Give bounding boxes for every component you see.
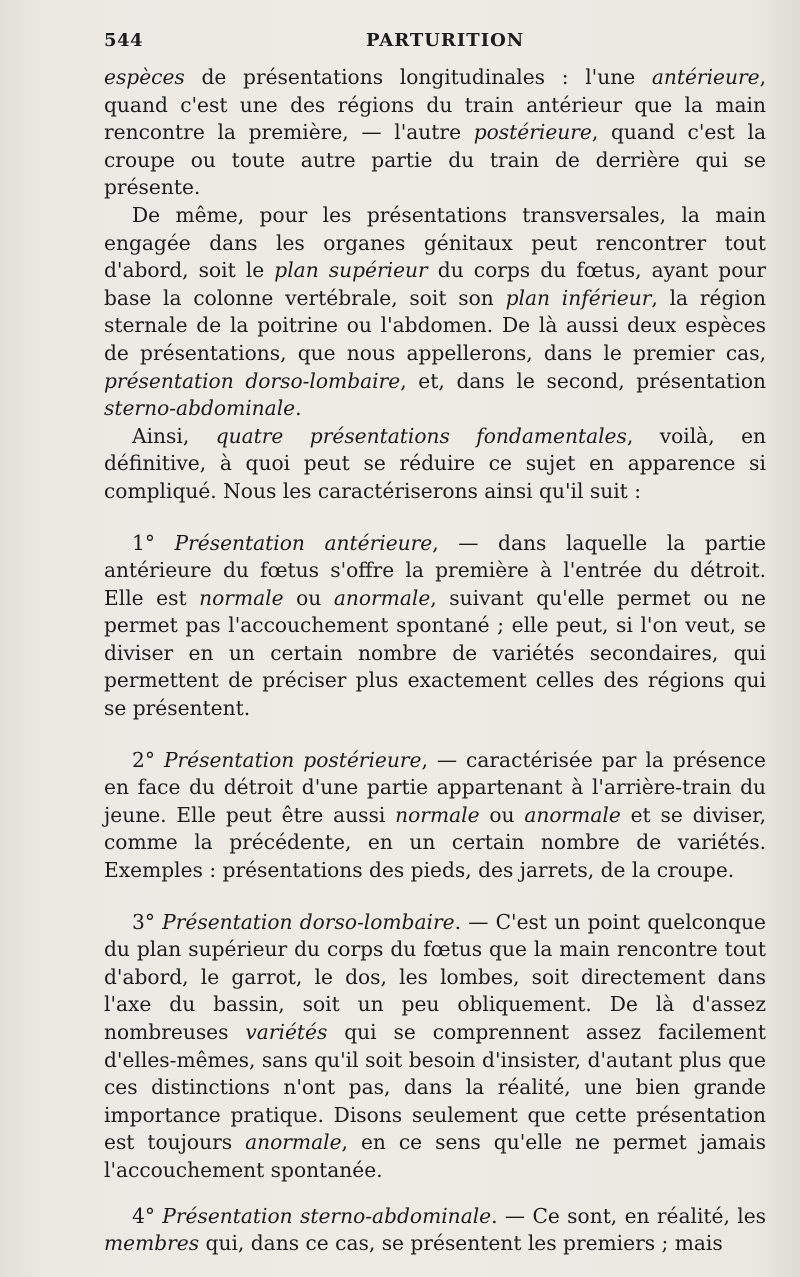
italic-term: présentation dorso-lombaire — [104, 368, 401, 393]
italic-term: normale — [199, 585, 284, 610]
paragraph-5: 2° Présentation postérieure, — caractérisée par la présence en face du détroit d'une partie appartenant à l'arrière-train du jeune. Elle peut être aussi normale ou anormale et se diviser, comme la précédente, en un certain nombre de variétés. Exemples : présentations des pieds, des jarrets, de la croupe. — [104, 747, 767, 883]
body-text — [104, 64, 766, 1258]
section-heading: Présentation sterno-abdominale — [162, 1203, 492, 1228]
italic-term: normale — [395, 802, 480, 827]
italic-term: anormale — [524, 802, 621, 827]
paragraph-2: De même, pour les présentations transversales, la main engagée dans les organes génitaux peut rencontrer tout d'abord, soit le plan supérieur du corps du fœtus, ayant pour base la colonne vertébrale, soit son plan inférieur, la région sternale de la poitrine ou l'abdomen. De là aussi deux espèces de présentations, que nous appellerons, dans le premier cas, présentation dorso-lombaire, et, dans le second, présentation sterno-abdominale. — [104, 202, 767, 421]
italic-term: sterno-abdominale — [104, 396, 296, 421]
italic-term: variétés — [245, 1020, 328, 1044]
italic-term: plan supérieur — [274, 258, 428, 283]
italic-term: anormale — [333, 585, 431, 610]
section-heading: Présentation antérieure — [174, 530, 433, 555]
section-heading: Présentation postérieure — [163, 747, 422, 772]
italic-term: antérieure — [651, 65, 760, 89]
italic-term: membres — [104, 1231, 200, 1256]
section-heading: Présentation dorso-lombaire — [162, 909, 455, 934]
italic-term: plan inférieur — [505, 285, 652, 310]
paragraph-7: 4° Présentation sterno-abdominale. — Ce sont, en réalité, les membres qui, dans ce cas, se présentent les premiers ; mais — [104, 1203, 767, 1256]
paragraph-4: 1° Présentation antérieure, — dans laquelle la partie antérieure du fœtus s'offre la première à l'entrée du détroit. Elle est normale ou anormale, suivant qu'elle permet ou ne permet pas l'accouchement spontané ; elle peut, si l'on veut, se diviser en un certain nombre de variétés secondaires, qui permettent de préciser plus exactement celles des régions qui se présentent. — [104, 530, 767, 721]
italic-term: postérieure — [473, 120, 592, 145]
paragraph-6: 3° Présentation dorso-lombaire. — C'est un point quelconque du plan supérieur du corps du fœtus que la main rencontre tout d'abord, le garrot, le dos, les lombes, soit directement dans l'axe du bassin, soit un peu obliquement. De là d'assez nombreuses variétés qui se comprennent assez facilement d'elles-mêmes, sans qu'il soit besoin d'insister, d'autant plus que ces distinctions n'ont pas, dans la réalité, une bien grande importance pratique. Disons seulement que cette présentation est toujours anormale, en ce sens qu'elle ne permet jamais l'accouchement spontanée. — [104, 909, 766, 1182]
paragraph-3: Ainsi, quatre présentations fondamentales, voilà, en définitive, à quoi peut se réduire ce sujet en apparence si compliqué. Nous les caractériserons ainsi qu'il suit : — [104, 423, 767, 503]
paragraph-1: espèces de présentations longitudinales : l'une antérieure, quand c'est une des régions du train antérieur que la main rencontre la première, — l'autre postérieure, quand c'est la croupe ou toute autre partie du train de derrière qui se présente. — [104, 65, 766, 200]
italic-term: anormale — [245, 1130, 342, 1155]
italic-term: quatre présentations fondamentales — [215, 423, 627, 448]
page-number: 544 — [104, 30, 144, 51]
page-header — [104, 30, 764, 58]
running-title: PARTURITION — [366, 30, 525, 51]
italic-term: espèces — [104, 65, 185, 89]
